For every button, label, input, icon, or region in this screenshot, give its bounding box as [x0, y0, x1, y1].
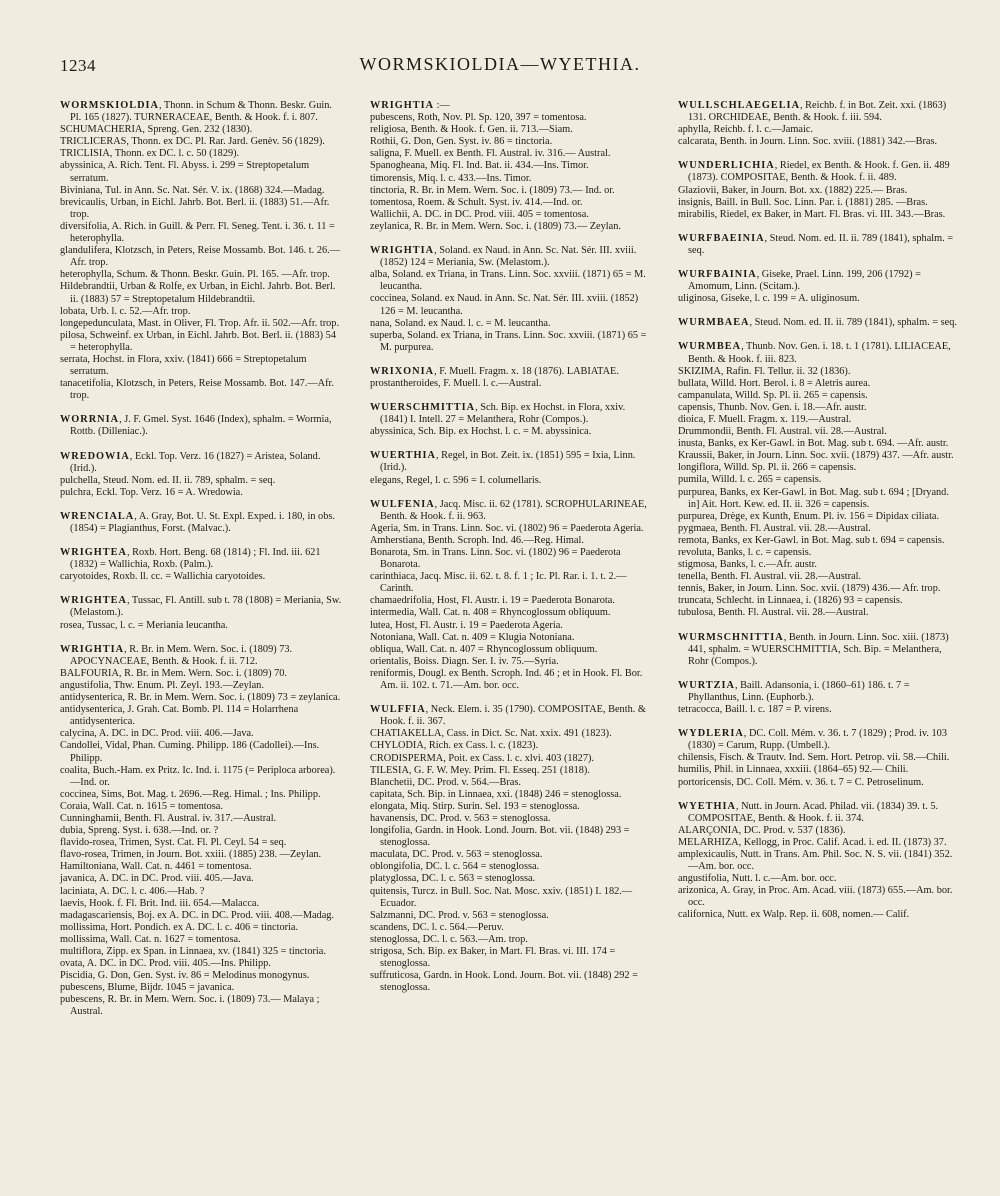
genus-entry	[370, 402, 652, 438]
entry-headline: WRIGHTIA, Soland. ex Naud. in Ann. Sc. Nat. Sér. III. xviii. (1852) 124 = Meriania, Sw. (Melastom.).	[370, 245, 637, 269]
genus-entry	[678, 100, 960, 148]
species-line: elongata, Miq. Stirp. Surin. Sel. 193 = stenoglossa.	[370, 800, 580, 812]
genus-entry	[370, 704, 652, 994]
genus-entry	[678, 341, 960, 619]
species-line: antidysenterica, R. Br. in Mem. Wern. Soc. i. (1809) 73 = zeylanica.	[60, 692, 341, 704]
species-line: maculata, DC. Prod. v. 563 = stenoglossa.	[370, 849, 543, 861]
species-line: rosea, Tussac, l. c. = Meriania leucantha.	[60, 619, 228, 631]
species-line: pumila, Willd. l. c. 265 = capensis.	[678, 474, 822, 486]
entry-headline: WRIGHTEA, Tussac, Fl. Antill. sub t. 78 (1808) = Meriania, Sw. (Melastom.).	[60, 595, 342, 619]
entry-headline: WREDOWIA, Eckl. Top. Verz. 16 (1827) = Aristea, Soland. (Irid.).	[60, 450, 321, 474]
genus-entry	[370, 450, 652, 486]
species-line: saligna, F. Muell. ex Benth. Fl. Austral. iv. 316.— Austral.	[370, 148, 611, 160]
species-line: pubescens, Blume, Bijdr. 1045 = javanica.	[60, 982, 235, 994]
species-line: tubulosa, Benth. Fl. Austral. vii. 28.—Austral.	[678, 607, 869, 619]
genus-name: WURMBEA	[678, 341, 742, 353]
species-line: platyglossa, DC. l. c. 563 = stenoglossa.	[370, 873, 536, 885]
species-line: Rothii, G. Don, Gen. Syst. iv. 86 = tinctoria.	[370, 136, 553, 148]
genus-name: WRIGHTEA	[60, 547, 127, 559]
species-line: coccinea, Soland. ex Naud. in Ann. Sc. Nat. Sér. III. xviii. (1852) 126 = M. leucantha.	[370, 293, 639, 317]
species-line: chamaedrifolia, Host, Fl. Austr. i. 19 = Paederota Bonarota.	[370, 595, 615, 607]
species-line: havanensis, DC. Prod. v. 563 = stenoglossa.	[370, 812, 551, 824]
species-line: Wallichii, A. DC. in DC. Prod. viii. 405 = tomentosa.	[370, 208, 589, 220]
species-line: CHYLODIA, Rich. ex Cass. l. c. (1823).	[370, 740, 539, 752]
species-line: mollissima, Wall. Cat. n. 1627 = tomentosa.	[60, 933, 241, 945]
species-line: antidysenterica, J. Grah. Cat. Bomb. Pl. 114 = Holarrhena antidysenterica.	[60, 704, 299, 728]
entry-headline: WURMBEA, Thunb. Nov. Gen. i. 18. t. 1 (1781). LILIACEAE, Benth. & Hook. f. iii. 823.	[678, 341, 951, 365]
species-line: arizonica, A. Gray, in Proc. Am. Acad. viii. (1873) 655.—Am. bor. occ.	[678, 885, 953, 909]
genus-entry	[60, 644, 342, 1019]
species-line: mirabilis, Riedel, ex Baker, in Mart. Fl. Bras. vi. III. 343.—Bras.	[678, 208, 946, 220]
species-line: glandulifera, Klotzsch, in Peters, Reise Mossamb. Bot. 146. t. 26.—Afr. trop.	[60, 245, 340, 269]
species-line: alba, Soland. ex Triana, in Trans. Linn. Soc. xxviii. (1871) 65 = M. leucantha.	[370, 269, 646, 293]
species-line: quitensis, Turcz. in Bull. Soc. Nat. Mosc. xxiv. (1851) I. 182.—Ecuador.	[370, 885, 633, 909]
species-line: capensis, Thunb. Nov. Gen. i. 18.—Afr. austr.	[678, 401, 867, 413]
genus-entry	[678, 160, 960, 220]
species-line: oblongifolia, DC. l. c. 564 = stenoglossa.	[370, 861, 540, 873]
entry-headline: WURFBAEINIA, Steud. Nom. ed. II. ii. 789 (1841), sphalm. = seq.	[678, 232, 954, 256]
genus-name: WUERTHIA	[370, 450, 436, 462]
entry-headline: WORMSKIOLDIA, Thonn. in Schum & Thonn. Beskr. Guin. Pl. 165 (1827). TURNERACEAE, Benth. & Hook. f. i. 807.	[60, 100, 332, 124]
species-line: reniformis, Dougl. ex Benth. Scroph. Ind. 46 ; et in Hook. Fl. Bor. Am. ii. 102. t. 71.—Am. bor. occ.	[370, 667, 643, 692]
running-title: WORMSKIOLDIA—WYETHIA.	[359, 54, 641, 74]
genus-name: WUERSCHMITTIA	[370, 402, 476, 414]
genus-entry	[678, 632, 960, 668]
species-line: tomentosa, Roem. & Schult. Syst. iv. 414.—Ind. or.	[370, 196, 583, 208]
species-line: scandens, DC. l. c. 564.—Peruv.	[370, 921, 504, 933]
species-line: remota, Banks, ex Ker-Gawl. in Bot. Mag. sub t. 694 = capensis.	[678, 534, 945, 546]
species-line: heterophylla, Schum. & Thonn. Beskr. Guin. Pl. 165. —Afr. trop.	[60, 269, 330, 281]
species-line: uliginosa, Giseke, l. c. 199 = A. uliginosum.	[678, 293, 860, 305]
species-line: lutea, Host, Fl. Austr. i. 19 = Paederota Ageria.	[370, 619, 563, 631]
genus-entry	[678, 680, 960, 716]
species-line: BALFOURIA, R. Br. in Mem. Wern. Soc. i. (1809) 70.	[60, 667, 287, 679]
entry-headline: WURMSCHNITTIA, Benth. in Journ. Linn. Soc. xiii. (1873) 441, sphalm. = WUERSCHMITTIA, Sch. Bip. = Melanthera, Rohr (Compos.).	[678, 631, 949, 667]
genus-entry	[678, 269, 960, 305]
species-line: Coraia, Wall. Cat. n. 1615 = tomentosa.	[60, 800, 223, 812]
species-line: TILESIA, G. F. W. Mey. Prim. Fl. Esseq. 251 (1818).	[370, 764, 590, 776]
species-line: coalita, Buch.-Ham. ex Pritz. Ic. Ind. i. 1175 (= Periploca arborea).—Ind. or.	[60, 764, 336, 788]
species-line: TRICLISIA, Thonn. ex DC. l. c. 50 (1829).	[60, 148, 240, 160]
species-line: SCHUMACHERIA, Spreng. Gen. 232 (1830).	[60, 124, 253, 136]
genus-name: WUNDERLICHIA	[678, 160, 775, 172]
species-line: suffruticosa, Gardn. in Hook. Lond. Journ. Bot. vii. (1848) 292 = stenoglossa.	[370, 970, 638, 994]
species-line: TRICLICERAS, Thonn. ex DC. Pl. Rar. Jard. Genèv. 56 (1829).	[60, 136, 325, 148]
species-line: religiosa, Benth. & Hook. f. Gen. ii. 713.—Siam.	[370, 124, 573, 136]
genus-name: WURFBAINIA	[678, 269, 757, 281]
species-line: Spanogheana, Miq. Fl. Ind. Bat. ii. 434.—Ins. Timor.	[370, 160, 589, 172]
species-line: superba, Soland. ex Triana, in Trans. Linn. Soc. xxviii. (1871) 65 = M. purpurea.	[370, 329, 647, 353]
species-line: aphylla, Reichb. f. l. c.—Jamaic.	[678, 124, 813, 136]
species-line: flavido-rosea, Trimen, Syst. Cat. Fl. Pl. Ceyl. 54 = seq.	[60, 837, 287, 849]
species-line: portoricensis, DC. Coll. Mém. v. 36. t. 7 = C. Petroselinum.	[678, 776, 924, 788]
species-line: longepedunculata, Mast. in Oliver, Fl. Trop. Afr. ii. 502.—Afr. trop.	[60, 317, 340, 329]
genus-entry	[60, 595, 342, 631]
genus-name: WORRNIA	[60, 414, 120, 426]
genus-name: WRIGHTEA	[60, 595, 127, 607]
species-line: pilosa, Schweinf. ex Urban, in Eichl. Jahrb. Bot. Berl. ii. (1883) 54 = heterophylla.	[60, 329, 336, 353]
species-line: Blanchetii, DC. Prod. v. 564.—Bras.	[370, 776, 521, 788]
genus-entry	[678, 801, 960, 922]
right-column	[678, 100, 960, 934]
species-line: campanulata, Willd. Sp. Pl. ii. 265 = capensis.	[678, 389, 868, 401]
species-line: abyssinica, A. Rich. Tent. Fl. Abyss. i. 299 = Streptopetalum serratum.	[60, 160, 310, 184]
species-line: angustifolia, Nutt. l. c.—Am. bor. occ.	[678, 873, 837, 885]
species-line: Biviniana, Tul. in Ann. Sc. Nat. Sér. V. ix. (1868) 324.—Madag.	[60, 184, 325, 196]
species-line: truncata, Schlecht. in Linnaea, i. (1826) 93 = capensis.	[678, 595, 903, 607]
species-line: timorensis, Miq. l. c. 433.—Ins. Timor.	[370, 172, 532, 184]
species-line: Ageria, Sm. in Trans. Linn. Soc. vi. (1802) 96 = Paederota Ageria.	[370, 522, 644, 534]
species-line: orientalis, Boiss. Diagn. Ser. I. iv. 75.—Syria.	[370, 655, 559, 667]
species-line: Hildebrandtii, Urban & Rolfe, ex Urban, in Eichl. Jahrb. Bot. Berl. ii. (1883) 57 = Streptopetalum Hildebrandtii.	[60, 281, 336, 305]
species-line: capitata, Sch. Bip. in Linnaea, xxi. (1848) 246 = stenoglossa.	[370, 788, 622, 800]
species-line: pubescens, R. Br. in Mem. Wern. Soc. i. (1809) 73.— Malaya ; Austral.	[60, 994, 320, 1018]
entry-headline: WRIXONIA, F. Muell. Fragm. x. 18 (1876). LABIATAE.	[370, 365, 619, 377]
species-line: flavo-rosea, Trimen, in Journ. Bot. xxiii. (1885) 238. —Zeylan.	[60, 849, 322, 861]
species-line: diversifolia, A. Rich. in Guill. & Perr. Fl. Seneg. Tent. i. 36. t. 11 = heterophylla.	[60, 220, 335, 245]
species-line: madagascariensis, Boj. ex A. DC. in DC. Prod. viii. 408.—Madag.	[60, 909, 334, 921]
species-line: Cunninghamii, Benth. Fl. Austral. iv. 317.—Austral.	[60, 812, 277, 824]
genus-name: WURMSCHNITTIA	[678, 631, 784, 643]
species-line: javanica, A. DC. in DC. Prod. viii. 405.—Java.	[60, 873, 254, 885]
genus-name: WYDLERIA	[678, 728, 744, 740]
entry-headline: WULLSCHLAEGELIA, Reichb. f. in Bot. Zeit. xxi. (1863) 131. ORCHIDEAE, Benth. & Hook. f. iii. 594.	[678, 100, 947, 124]
genus-name: WRIGHTIA	[370, 245, 435, 257]
species-line: carinthiaca, Jacq. Misc. ii. 62. t. 8. f. 1 ; Ic. Pl. Rar. i. 1. t. 2.—Carinth.	[370, 571, 627, 595]
genus-name: WULFFIA	[370, 704, 426, 716]
species-line: CRODISPERMA, Poit. ex Cass. l. c. xlvi. 403 (1827).	[370, 752, 594, 764]
genus-entry	[678, 728, 960, 788]
species-line: tanacetifolia, Klotzsch, in Peters, Reise Mossamb. Bot. 147.—Afr. trop.	[60, 378, 334, 402]
species-line: calycina, A. DC. in DC. Prod. viii. 406.—Java.	[60, 728, 254, 740]
genus-name: WYETHIA	[678, 800, 736, 812]
genus-name: WURFBAEINIA	[678, 232, 765, 244]
page-number: 1234	[60, 56, 96, 75]
species-line: ovata, A. DC. in DC. Prod. viii. 405.—Ins. Philipp.	[60, 958, 271, 970]
species-line: longiflora, Willd. Sp. Pl. ii. 266 = capensis.	[678, 462, 857, 474]
species-line: ALARÇONIA, DC. Prod. v. 537 (1836).	[678, 824, 846, 836]
entry-headline: WUNDERLICHIA, Riedel, ex Benth. & Hook. f. Gen. ii. 489 (1873). COMPOSITAE, Benth. & Hook. f. ii. 489.	[678, 160, 950, 184]
species-line: caryotoides, Roxb. ll. cc. = Wallichia caryotoides.	[60, 571, 266, 583]
species-line: Hamiltoniana, Wall. Cat. n. 4461 = tomentosa.	[60, 861, 252, 873]
species-line: Piscidia, G. Don, Gen. Syst. iv. 86 = Melodinus monogynus.	[60, 970, 310, 982]
genus-entry	[678, 233, 960, 257]
running-header	[0, 48, 1000, 78]
entry-headline: WURTZIA, Baill. Adansonia, i. (1860–61) 186. t. 7 = Phyllanthus, Linn. (Euphorb.).	[678, 679, 910, 703]
species-line: stigmosa, Banks, l. c.—Afr. austr.	[678, 559, 817, 571]
species-line: strigosa, Sch. Bip. ex Baker, in Mart. Fl. Bras. vi. III. 174 = stenoglossa.	[370, 946, 616, 970]
species-line: Glaziovii, Baker, in Journ. Bot. xx. (1882) 225.— Bras.	[678, 184, 908, 196]
species-line: chilensis, Fisch. & Trautv. Ind. Sem. Hort. Petrop. vii. 58.—Chili.	[678, 752, 950, 764]
entry-headline: WYETHIA, Nutt. in Journ. Acad. Philad. vii. (1834) 39. t. 5. COMPOSITAE, Benth. & Hook. f. ii. 374.	[678, 800, 939, 824]
genus-name: WREDOWIA	[60, 450, 130, 462]
left-column	[60, 100, 342, 1031]
species-line: pulchra, Eckl. Top. Verz. 16 = A. Wredowia.	[60, 486, 243, 498]
species-line: amplexicaulis, Nutt. in Trans. Am. Phil. Soc. N. S. vii. (1841) 352.—Am. bor. occ.	[678, 848, 953, 873]
genus-name: WRENCIALA	[60, 510, 135, 522]
species-line: revoluta, Banks, l. c. = capensis.	[678, 547, 812, 558]
species-line: mollissima, Hort. Pondich. ex A. DC. l. c. 406 = tinctoria.	[60, 921, 299, 933]
genus-entry	[60, 451, 342, 499]
species-line: Kraussii, Baker, in Journ. Linn. Soc. xvii. (1879) 437. —Afr. austr.	[678, 450, 954, 462]
genus-name: WULFENIA	[370, 498, 435, 510]
species-line: inusta, Banks, ex Ker-Gawl. in Bot. Mag. sub t. 694. —Afr. austr.	[678, 438, 949, 450]
species-line: tetracocca, Baill. l. c. 187 = P. virens.	[678, 704, 832, 716]
species-line: MELARHIZA, Kellogg, in Proc. Calif. Acad. i. ed. II. (1873) 37.	[678, 836, 947, 848]
species-line: stenoglossa, DC. l. c. 563.—Am. trop.	[370, 933, 528, 945]
genus-entry	[370, 499, 652, 693]
genus-name: WURMBAEA	[678, 317, 750, 329]
species-line: tinctoria, R. Br. in Mem. Wern. Soc. i. (1809) 73.— Ind. or.	[370, 184, 615, 196]
species-line: purpurea, Drège, ex Kunth, Enum. Pl. iv. 156 = Dipidax ciliata.	[678, 510, 940, 522]
entry-headline: WULFENIA, Jacq. Misc. ii. 62 (1781). SCROPHULARINEAE, Benth. & Hook. f. ii. 963.	[370, 498, 647, 522]
species-line: Notoniana, Wall. Cat. n. 409 = Klugia Notoniana.	[370, 631, 575, 643]
species-line: longifolia, Gardn. in Hook. Lond. Journ. Bot. vii. (1848) 293 = stenoglossa.	[370, 825, 630, 849]
species-line: Salzmanni, DC. Prod. v. 563 = stenoglossa.	[370, 909, 549, 921]
entry-headline: WUERTHIA, Regel, in Bot. Zeit. ix. (1851) 595 = Ixia, Linn. (Irid.).	[370, 450, 636, 474]
species-line: bullata, Willd. Hort. Berol. i. 8 = Aletris aurea.	[678, 377, 871, 389]
genus-entry	[678, 317, 960, 329]
species-line: nana, Soland. ex Naud. l. c. = M. leucantha.	[370, 317, 551, 329]
species-line: serrata, Hochst. in Flora, xxiv. (1841) 666 = Streptopetalum serratum.	[60, 353, 307, 378]
genus-name: WRIGHTIA	[370, 100, 435, 111]
entry-headline: WURFBAINIA, Giseke, Prael. Linn. 199, 206 (1792) = Amomum, Linn. (Scitam.).	[678, 269, 921, 293]
species-line: humilis, Phil. in Linnaea, xxxiii. (1864–65) 92.— Chili.	[678, 764, 909, 776]
species-line: Amherstiana, Benth. Scroph. Ind. 46.—Reg. Himal.	[370, 534, 584, 546]
species-line: laevis, Hook. f. Fl. Brit. Ind. iii. 654.—Malacca.	[60, 897, 260, 909]
genus-name: WRIGHTIA	[60, 643, 125, 655]
species-line: purpurea, Banks, ex Ker-Gawl. in Bot. Mag. sub t. 694 ; [Dryand. in] Ait. Hort. Kew. ed. II. ii. 326 = capensis.	[678, 486, 949, 510]
species-line: angustifolia, Thw. Enum. Pl. Zeyl. 193.—Zeylan.	[60, 679, 264, 691]
species-line: intermedia, Wall. Cat. n. 408 = Rhyncoglossum obliquum.	[370, 607, 611, 619]
species-line: pubescens, Roth, Nov. Pl. Sp. 120, 397 = tomentosa.	[370, 112, 587, 124]
species-line: lobata, Urb. l. c. 52.—Afr. trop.	[60, 305, 191, 317]
genus-entry	[60, 414, 342, 438]
genus-name: WURTZIA	[678, 679, 735, 691]
genus-name: WORMSKIOLDIA	[60, 100, 159, 111]
species-line: calcarata, Benth. in Journ. Linn. Soc. xviii. (1881) 342.—Bras.	[678, 136, 938, 148]
species-line: dioica, F. Muell. Fragm. x. 119.—Austral.	[678, 413, 852, 425]
entry-headline: WUERSCHMITTIA, Sch. Bip. ex Hochst. in Flora, xxiv. (1841) I. Intell. 27 = Melanthera, Rohr (Compos.).	[370, 402, 626, 426]
genus-name: WULLSCHLAEGELIA	[678, 100, 801, 111]
middle-column	[370, 100, 652, 1006]
species-line: pygmaea, Benth. Fl. Austral. vii. 28.—Austral.	[678, 522, 871, 534]
genus-entry	[370, 100, 652, 233]
species-line: californica, Nutt. ex Walp. Rep. ii. 608, nomen.— Calif.	[678, 909, 910, 921]
species-line: obliqua, Wall. Cat. n. 407 = Rhyncoglossum obliquum.	[370, 643, 598, 655]
species-line: coccinea, Sims, Bot. Mag. t. 2696.—Reg. Himal. ; Ins. Philipp.	[60, 788, 321, 800]
genus-entry	[370, 366, 652, 390]
species-line: insignis, Baill. in Bull. Soc. Linn. Par. i. (1881) 285. —Bras.	[678, 196, 928, 208]
species-line: laciniata, A. DC. l. c. 406.—Hab. ?	[60, 885, 205, 897]
species-line: zeylanica, R. Br. in Mem. Wern. Soc. i. (1809) 73.— Zeylan.	[370, 220, 621, 232]
entry-headline: WRENCIALA, A. Gray, Bot. U. St. Expl. Exped. i. 180, in obs. (1854) = Plagianthus, Forst. (Malvac.).	[60, 510, 335, 534]
entry-headline: WRIGHTIA :—	[370, 100, 450, 111]
species-line: pulchella, Steud. Nom. ed. II. ii. 789, sphalm. = seq.	[60, 474, 276, 486]
species-line: Candollei, Vidal, Phan. Cuming. Philipp. 186 (Cadollei).—Ins. Philipp.	[60, 740, 320, 764]
species-line: dubia, Spreng. Syst. i. 638.—Ind. or. ?	[60, 825, 219, 837]
species-line: prostantheroides, F. Muell. l. c.—Austral.	[370, 377, 542, 389]
entry-headline: WYDLERIA, DC. Coll. Mém. v. 36. t. 7 (1829) ; Prod. iv. 103 (1830) = Carum, Rupp. (Umbell.).	[678, 728, 947, 752]
species-line: SKIZIMA, Rafin. Fl. Tellur. ii. 32 (1836).	[678, 365, 851, 377]
entry-headline: WRIGHTEA, Roxb. Hort. Beng. 68 (1814) ; Fl. Ind. iii. 621 (1832) = Wallichia, Roxb. (Palm.).	[60, 547, 321, 571]
entry-headline: WURMBAEA, Steud. Nom. ed. II. ii. 789 (1841), sphalm. = seq.	[678, 317, 957, 329]
species-line: Bonarota, Sm. in Trans. Linn. Soc. vi. (1802) 96 = Paederota Bonarota.	[370, 547, 621, 571]
genus-entry	[60, 511, 342, 535]
species-line: CHATIAKELLA, Cass. in Dict. Sc. Nat. xxix. 491 (1823).	[370, 728, 612, 740]
species-line: tennis, Baker, in Journ. Linn. Soc. xvii. (1879) 436.— Afr. trop.	[678, 583, 941, 595]
genus-entry	[60, 547, 342, 583]
genus-name: WRIXONIA	[370, 365, 435, 377]
genus-entry	[60, 100, 342, 402]
entry-headline: WRIGHTIA, R. Br. in Mem. Wern. Soc. i. (1809) 73. APOCYNACEAE, Benth. & Hook. f. ii. 712.	[60, 643, 293, 667]
species-line: brevicaulis, Urban, in Eichl. Jahrb. Bot. Berl. ii. (1883) 51.—Afr. trop.	[60, 196, 330, 220]
entry-headline: WORRNIA, J. F. Gmel. Syst. 1646 (Index), sphalm. = Wormia, Rottb. (Dilleniac.).	[60, 414, 332, 438]
species-line: multiflora, Zipp. ex Span. in Linnaea, xv. (1841) 325 = tinctoria.	[60, 946, 326, 957]
species-line: elegans, Regel, l. c. 596 = I. columellaris.	[370, 474, 542, 486]
species-line: tenella, Benth. Fl. Austral. vii. 28.—Austral.	[678, 571, 862, 583]
genus-entry	[370, 245, 652, 354]
species-line: abyssinica, Sch. Bip. ex Hochst. l. c. = M. abyssinica.	[370, 426, 592, 438]
entry-headline: WULFFIA, Neck. Elem. i. 35 (1790). COMPOSITAE, Benth. & Hook. f. ii. 367.	[370, 704, 646, 728]
species-line: Drummondii, Benth. Fl. Austral. vii. 28.—Austral.	[678, 426, 887, 438]
